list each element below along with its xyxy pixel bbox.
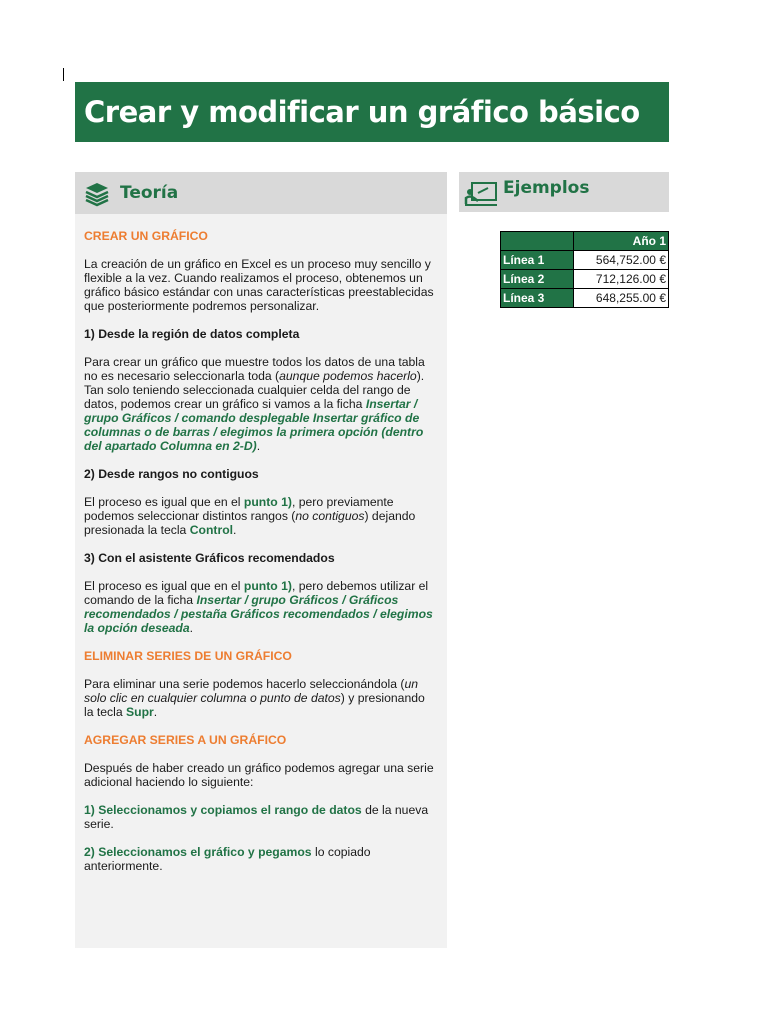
highlight: punto 1) <box>243 579 292 593</box>
row-label-cell[interactable]: Línea 1 <box>501 251 574 270</box>
text-italic: aunque podemos hacerlo <box>279 369 417 383</box>
text: ) dejando presionada la tecla <box>84 509 416 537</box>
subsection-title-3: 3) Con el asistente Gráficos recomendados <box>84 551 335 565</box>
text: . <box>153 705 158 719</box>
paragraph <box>84 355 437 453</box>
teoria-panel <box>75 172 447 948</box>
row-label-cell[interactable]: Línea 2 <box>501 270 574 289</box>
paragraph: La creación de un gráfico en Excel es un proceso muy sencillo y flexible a la vez. Cuando realizamos el proceso, obtenemos un gráfico básico estándar con unas características preestablecidas que posteriormente podremos personalizar. <box>84 257 434 313</box>
example-data-table <box>500 231 669 308</box>
paragraph: Después de haber creado un gráfico podemos agregar una serie adicional haciendo lo siguiente: <box>84 761 434 789</box>
text: de la nueva serie. <box>84 803 429 831</box>
text: El proceso es igual que en el <box>84 579 244 593</box>
teoria-header <box>75 172 447 214</box>
table-row <box>501 270 669 289</box>
ejemplos-header <box>459 172 669 212</box>
text: , pero previamente podemos seleccionar distintos rangos ( <box>84 495 394 523</box>
command-path: Insertar / grupo Gráficos / comando desplegable Insertar gráfico de columnas o de barras / elegimos la primera opción (dentro del apartado Columna en 2-D) <box>84 397 424 453</box>
highlight: punto 1) <box>243 495 292 509</box>
highlight: Control <box>189 523 234 537</box>
text: . <box>233 523 237 537</box>
header-cell[interactable]: Año 1 <box>574 232 669 251</box>
text: ) y presionando la tecla <box>84 691 425 719</box>
command-path: Insertar / grupo Gráficos / Gráficos recomendados / pestaña Gráficos recomendados / elegimos la opción deseada <box>84 593 433 635</box>
books-icon <box>83 179 111 207</box>
text: , pero debemos utilizar el comando de la ficha <box>84 579 429 607</box>
header-corner-cell[interactable] <box>501 232 574 251</box>
row-label-cell[interactable]: Línea 3 <box>501 289 574 308</box>
ejemplos-title: Ejemplos <box>503 178 590 198</box>
paragraph <box>84 579 437 635</box>
page-title: Crear y modificar un gráfico básico <box>84 95 640 129</box>
text: . <box>256 439 261 453</box>
table-row <box>501 289 669 308</box>
section-title-crear: CREAR UN GRÁFICO <box>84 229 208 243</box>
presentation-board-icon <box>464 177 498 207</box>
text-italic: un solo clic en cualquier columna o punto de datos <box>84 677 419 705</box>
title-banner <box>75 82 669 142</box>
value-cell[interactable]: 712,126.00 € <box>574 270 669 289</box>
subsection-title-1: 1) Desde la región de datos completa <box>84 327 300 341</box>
teoria-title: Teoría <box>120 183 179 203</box>
highlight: 1) Seleccionamos y copiamos el rango de datos <box>84 803 362 817</box>
text: Para eliminar una serie podemos hacerlo seleccionándola ( <box>84 677 405 691</box>
text-cursor <box>63 68 64 81</box>
teoria-content <box>75 214 447 873</box>
section-title-eliminar: ELIMINAR SERIES DE UN GRÁFICO <box>84 649 292 663</box>
table-header-row <box>501 232 669 251</box>
section-title-agregar: AGREGAR SERIES A UN GRÁFICO <box>84 733 287 747</box>
highlight: 2) Seleccionamos el gráfico y pegamos <box>84 845 312 859</box>
value-cell[interactable]: 648,255.00 € <box>574 289 669 308</box>
subsection-title-2: 2) Desde rangos no contiguos <box>84 467 259 481</box>
text: . <box>189 621 194 635</box>
text: lo copiado anteriormente. <box>84 845 371 873</box>
text: ). Tan solo teniendo seleccionada cualquier celda del rango de datos, podemos crear un gráfico si vamos a la ficha <box>84 369 425 411</box>
text: El proceso es igual que en el <box>84 495 244 509</box>
table-row <box>501 251 669 270</box>
text-italic: no contiguos <box>295 509 365 523</box>
highlight: Supr <box>126 705 154 719</box>
value-cell[interactable]: 564,752.00 € <box>574 251 669 270</box>
text: Para crear un gráfico que muestre todos los datos de una tabla no es necesario seleccionarla toda ( <box>84 355 425 383</box>
paragraph <box>84 495 437 537</box>
paragraph <box>84 845 437 873</box>
paragraph <box>84 803 437 831</box>
paragraph <box>84 677 437 719</box>
